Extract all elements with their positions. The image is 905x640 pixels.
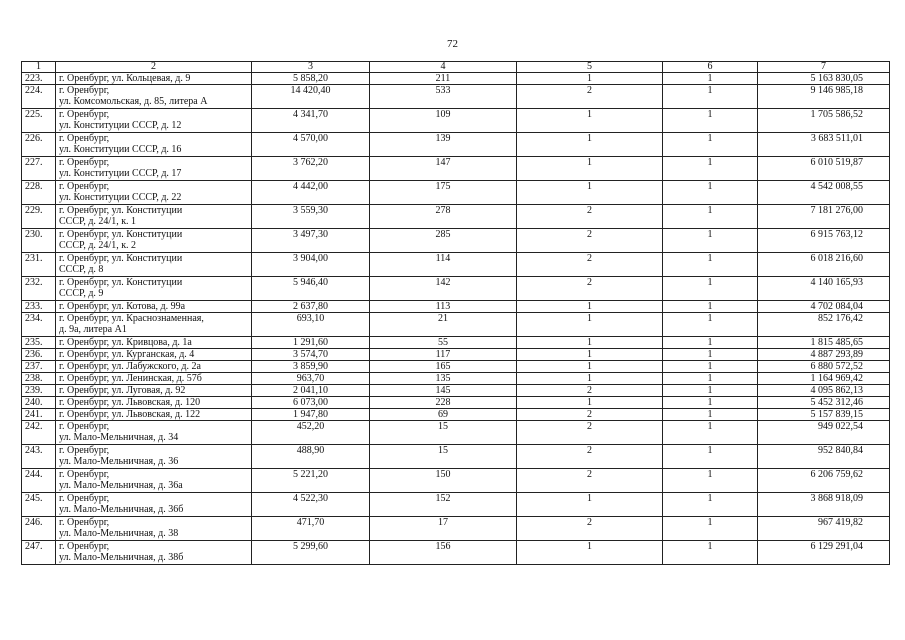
row-number: 224. (22, 85, 56, 109)
col7-cell: 3 868 918,09 (758, 493, 890, 517)
row-number: 229. (22, 205, 56, 229)
col6-cell: 1 (663, 73, 758, 85)
col7-cell: 7 181 276,00 (758, 205, 890, 229)
col5-cell: 1 (517, 181, 663, 205)
col3-cell: 6 073,00 (252, 397, 370, 409)
table-row (22, 133, 890, 157)
col7-cell: 6 129 291,04 (758, 541, 890, 565)
address-cell (56, 445, 252, 469)
address-cell (56, 397, 252, 409)
table-row (22, 373, 890, 385)
address-line: ул. Мало-Мельничная, д. 36а (59, 480, 183, 491)
address-cell (56, 301, 252, 313)
address-cell (56, 313, 252, 337)
col5-cell: 1 (517, 157, 663, 181)
row-number: 223. (22, 73, 56, 85)
col3-cell: 14 420,40 (252, 85, 370, 109)
col6-cell: 1 (663, 397, 758, 409)
col7-cell: 6 010 519,87 (758, 157, 890, 181)
address-line: СССР, д. 8 (59, 264, 104, 275)
row-number: 244. (22, 469, 56, 493)
row-number: 243. (22, 445, 56, 469)
col4-cell: 21 (370, 313, 517, 337)
col4-cell: 228 (370, 397, 517, 409)
address-line: г. Оренбург, ул. Луговая, д. 92 (59, 385, 186, 396)
table-row (22, 469, 890, 493)
table-row (22, 385, 890, 397)
col7-cell: 949 022,54 (758, 421, 890, 445)
col6-cell: 1 (663, 373, 758, 385)
table-row (22, 409, 890, 421)
address-line: г. Оренбург, ул. Ленинская, д. 57б (59, 373, 202, 384)
address-cell (56, 73, 252, 85)
col5-cell: 1 (517, 373, 663, 385)
address-line: г. Оренбург, ул. Курганская, д. 4 (59, 349, 195, 360)
col4-cell: 285 (370, 229, 517, 253)
col3-cell: 471,70 (252, 517, 370, 541)
table-row (22, 361, 890, 373)
address-line: г. Оренбург, ул. Лабужского, д. 2а (59, 361, 201, 372)
col4-cell: 17 (370, 517, 517, 541)
table-row (22, 229, 890, 253)
col5-cell: 1 (517, 313, 663, 337)
col7-cell: 1 164 969,42 (758, 373, 890, 385)
table-row (22, 73, 890, 85)
col6-cell: 1 (663, 517, 758, 541)
col4-cell: 147 (370, 157, 517, 181)
col3-cell: 488,90 (252, 445, 370, 469)
page-number: 72 (447, 38, 458, 50)
col5-cell: 2 (517, 385, 663, 397)
col7-cell: 5 163 830,05 (758, 73, 890, 85)
col5-cell: 1 (517, 493, 663, 517)
col4-cell: 150 (370, 469, 517, 493)
col4-cell: 533 (370, 85, 517, 109)
col4-cell: 139 (370, 133, 517, 157)
table-row (22, 397, 890, 409)
col4-cell: 55 (370, 337, 517, 349)
address-cell (56, 517, 252, 541)
address-cell (56, 277, 252, 301)
address-line: г. Оренбург, ул. Конституции (59, 277, 183, 288)
col3-cell: 3 762,20 (252, 157, 370, 181)
col6-cell: 1 (663, 205, 758, 229)
col4-cell: 175 (370, 181, 517, 205)
col5-cell: 2 (517, 409, 663, 421)
row-number: 235. (22, 337, 56, 349)
address-cell (56, 133, 252, 157)
address-cell (56, 229, 252, 253)
col7-cell: 1 815 485,65 (758, 337, 890, 349)
address-line: ул. Конституции СССР, д. 16 (59, 144, 182, 155)
address-cell (56, 85, 252, 109)
column-number-row (22, 62, 890, 73)
table-row (22, 157, 890, 181)
col7-cell: 4 887 293,89 (758, 349, 890, 361)
col4-cell: 135 (370, 373, 517, 385)
column-header: 4 (370, 62, 517, 73)
col5-cell: 2 (517, 253, 663, 277)
col5-cell: 1 (517, 133, 663, 157)
address-cell (56, 373, 252, 385)
col5-cell: 1 (517, 337, 663, 349)
address-line: г. Оренбург, (59, 109, 110, 120)
col6-cell: 1 (663, 493, 758, 517)
col6-cell: 1 (663, 157, 758, 181)
col4-cell: 109 (370, 109, 517, 133)
col6-cell: 1 (663, 469, 758, 493)
col4-cell: 15 (370, 445, 517, 469)
table-row (22, 181, 890, 205)
column-header: 6 (663, 62, 758, 73)
table-row (22, 421, 890, 445)
table-body (22, 73, 890, 565)
column-header: 7 (758, 62, 890, 73)
table-row (22, 337, 890, 349)
col6-cell: 1 (663, 109, 758, 133)
col7-cell: 852 176,42 (758, 313, 890, 337)
col4-cell: 152 (370, 493, 517, 517)
column-header: 1 (22, 62, 56, 73)
col5-cell: 1 (517, 541, 663, 565)
column-header: 5 (517, 62, 663, 73)
row-number: 232. (22, 277, 56, 301)
table-row (22, 253, 890, 277)
col4-cell: 142 (370, 277, 517, 301)
table-row (22, 109, 890, 133)
col3-cell: 5 946,40 (252, 277, 370, 301)
col7-cell: 6 880 572,52 (758, 361, 890, 373)
address-line: ул. Мало-Мельничная, д. 38 (59, 528, 179, 539)
col6-cell: 1 (663, 337, 758, 349)
col4-cell: 117 (370, 349, 517, 361)
col5-cell: 1 (517, 361, 663, 373)
col6-cell: 1 (663, 253, 758, 277)
col5-cell: 2 (517, 445, 663, 469)
col3-cell: 5 221,20 (252, 469, 370, 493)
address-line: ул. Мало-Мельничная, д. 34 (59, 432, 179, 443)
address-line: ул. Конституции СССР, д. 17 (59, 168, 182, 179)
column-header: 2 (56, 62, 252, 73)
col7-cell: 9 146 985,18 (758, 85, 890, 109)
address-cell (56, 493, 252, 517)
col7-cell: 4 140 165,93 (758, 277, 890, 301)
housing-register-table (21, 61, 890, 565)
address-cell (56, 469, 252, 493)
col3-cell: 5 299,60 (252, 541, 370, 565)
row-number: 231. (22, 253, 56, 277)
address-line: г. Оренбург, (59, 469, 110, 480)
col3-cell: 4 522,30 (252, 493, 370, 517)
col3-cell: 963,70 (252, 373, 370, 385)
address-line: СССР, д. 24/1, к. 1 (59, 216, 137, 227)
col5-cell: 1 (517, 397, 663, 409)
address-line: г. Оренбург, ул. Кольцевая, д. 9 (59, 73, 191, 84)
col3-cell: 2 041,10 (252, 385, 370, 397)
table-row (22, 349, 890, 361)
row-number: 225. (22, 109, 56, 133)
col3-cell: 3 859,90 (252, 361, 370, 373)
col5-cell: 1 (517, 301, 663, 313)
address-line: г. Оренбург, (59, 85, 110, 96)
col7-cell: 1 705 586,52 (758, 109, 890, 133)
address-line: г. Оренбург, ул. Котова, д. 99а (59, 301, 186, 312)
address-cell (56, 349, 252, 361)
row-number: 239. (22, 385, 56, 397)
address-line: г. Оренбург, (59, 157, 110, 168)
col3-cell: 5 858,20 (252, 73, 370, 85)
col5-cell: 1 (517, 109, 663, 133)
address-line: г. Оренбург, (59, 445, 110, 456)
col3-cell: 452,20 (252, 421, 370, 445)
col7-cell: 967 419,82 (758, 517, 890, 541)
col4-cell: 145 (370, 385, 517, 397)
table-row (22, 445, 890, 469)
col7-cell: 4 542 008,55 (758, 181, 890, 205)
address-cell (56, 337, 252, 349)
col6-cell: 1 (663, 361, 758, 373)
address-line: г. Оренбург, ул. Конституции (59, 205, 183, 216)
row-number: 230. (22, 229, 56, 253)
address-line: ул. Комсомольская, д. 85, литера А (59, 96, 208, 107)
col6-cell: 1 (663, 409, 758, 421)
address-line: ул. Мало-Мельничная, д. 36 (59, 456, 179, 467)
col7-cell: 4 702 084,04 (758, 301, 890, 313)
address-line: г. Оренбург, (59, 493, 110, 504)
col3-cell: 2 637,80 (252, 301, 370, 313)
col6-cell: 1 (663, 181, 758, 205)
address-cell (56, 253, 252, 277)
address-cell (56, 541, 252, 565)
col7-cell: 3 683 511,01 (758, 133, 890, 157)
address-cell (56, 205, 252, 229)
col5-cell: 2 (517, 517, 663, 541)
col6-cell: 1 (663, 421, 758, 445)
address-cell (56, 385, 252, 397)
address-line: ул. Конституции СССР, д. 22 (59, 192, 182, 203)
col3-cell: 3 574,70 (252, 349, 370, 361)
col7-cell: 952 840,84 (758, 445, 890, 469)
col4-cell: 156 (370, 541, 517, 565)
col6-cell: 1 (663, 541, 758, 565)
col5-cell: 1 (517, 73, 663, 85)
col5-cell: 2 (517, 277, 663, 301)
col4-cell: 69 (370, 409, 517, 421)
address-cell (56, 109, 252, 133)
row-number: 246. (22, 517, 56, 541)
table-row (22, 313, 890, 337)
col4-cell: 165 (370, 361, 517, 373)
col3-cell: 3 904,00 (252, 253, 370, 277)
col3-cell: 693,10 (252, 313, 370, 337)
col7-cell: 6 915 763,12 (758, 229, 890, 253)
address-line: г. Оренбург, (59, 517, 110, 528)
address-line: ул. Конституции СССР, д. 12 (59, 120, 182, 131)
address-line: д. 9а, литера А1 (59, 324, 127, 335)
row-number: 238. (22, 373, 56, 385)
col6-cell: 1 (663, 313, 758, 337)
col3-cell: 3 559,30 (252, 205, 370, 229)
col4-cell: 278 (370, 205, 517, 229)
col5-cell: 2 (517, 205, 663, 229)
col3-cell: 4 570,00 (252, 133, 370, 157)
row-number: 237. (22, 361, 56, 373)
table-row (22, 541, 890, 565)
column-header: 3 (252, 62, 370, 73)
col6-cell: 1 (663, 385, 758, 397)
address-line: г. Оренбург, ул. Львовская, д. 122 (59, 409, 201, 420)
table-row (22, 301, 890, 313)
row-number: 240. (22, 397, 56, 409)
col4-cell: 211 (370, 73, 517, 85)
table-row (22, 517, 890, 541)
row-number: 226. (22, 133, 56, 157)
col6-cell: 1 (663, 277, 758, 301)
address-line: СССР, д. 24/1, к. 2 (59, 240, 137, 251)
address-cell (56, 409, 252, 421)
col6-cell: 1 (663, 349, 758, 361)
col5-cell: 1 (517, 349, 663, 361)
col6-cell: 1 (663, 229, 758, 253)
address-line: г. Оренбург, (59, 133, 110, 144)
col5-cell: 2 (517, 469, 663, 493)
col6-cell: 1 (663, 133, 758, 157)
col6-cell: 1 (663, 85, 758, 109)
address-line: ул. Мало-Мельничная, д. 38б (59, 552, 184, 563)
col4-cell: 114 (370, 253, 517, 277)
col3-cell: 4 341,70 (252, 109, 370, 133)
col3-cell: 3 497,30 (252, 229, 370, 253)
address-cell (56, 421, 252, 445)
address-line: ул. Мало-Мельничная, д. 36б (59, 504, 184, 515)
col7-cell: 5 157 839,15 (758, 409, 890, 421)
address-line: г. Оренбург, ул. Львовская, д. 120 (59, 397, 201, 408)
row-number: 241. (22, 409, 56, 421)
table-row (22, 493, 890, 517)
row-number: 233. (22, 301, 56, 313)
table-row (22, 205, 890, 229)
address-cell (56, 181, 252, 205)
col4-cell: 113 (370, 301, 517, 313)
col5-cell: 2 (517, 421, 663, 445)
address-line: г. Оренбург, (59, 181, 110, 192)
row-number: 242. (22, 421, 56, 445)
col6-cell: 1 (663, 445, 758, 469)
row-number: 234. (22, 313, 56, 337)
row-number: 236. (22, 349, 56, 361)
col7-cell: 5 452 312,46 (758, 397, 890, 409)
row-number: 228. (22, 181, 56, 205)
col5-cell: 2 (517, 229, 663, 253)
col7-cell: 4 095 862,13 (758, 385, 890, 397)
address-line: г. Оренбург, ул. Краснознаменная, (59, 313, 204, 324)
address-line: СССР, д. 9 (59, 288, 104, 299)
col7-cell: 6 018 216,60 (758, 253, 890, 277)
table-row (22, 277, 890, 301)
address-line: г. Оренбург, ул. Конституции (59, 253, 183, 264)
address-cell (56, 157, 252, 181)
address-line: г. Оренбург, (59, 421, 110, 432)
address-cell (56, 361, 252, 373)
col3-cell: 4 442,00 (252, 181, 370, 205)
col4-cell: 15 (370, 421, 517, 445)
row-number: 227. (22, 157, 56, 181)
col3-cell: 1 291,60 (252, 337, 370, 349)
address-line: г. Оренбург, ул. Конституции (59, 229, 183, 240)
row-number: 245. (22, 493, 56, 517)
col5-cell: 2 (517, 85, 663, 109)
col6-cell: 1 (663, 301, 758, 313)
row-number: 247. (22, 541, 56, 565)
address-line: г. Оренбург, (59, 541, 110, 552)
col3-cell: 1 947,80 (252, 409, 370, 421)
address-line: г. Оренбург, ул. Кривцова, д. 1а (59, 337, 192, 348)
col7-cell: 6 206 759,62 (758, 469, 890, 493)
table-row (22, 85, 890, 109)
